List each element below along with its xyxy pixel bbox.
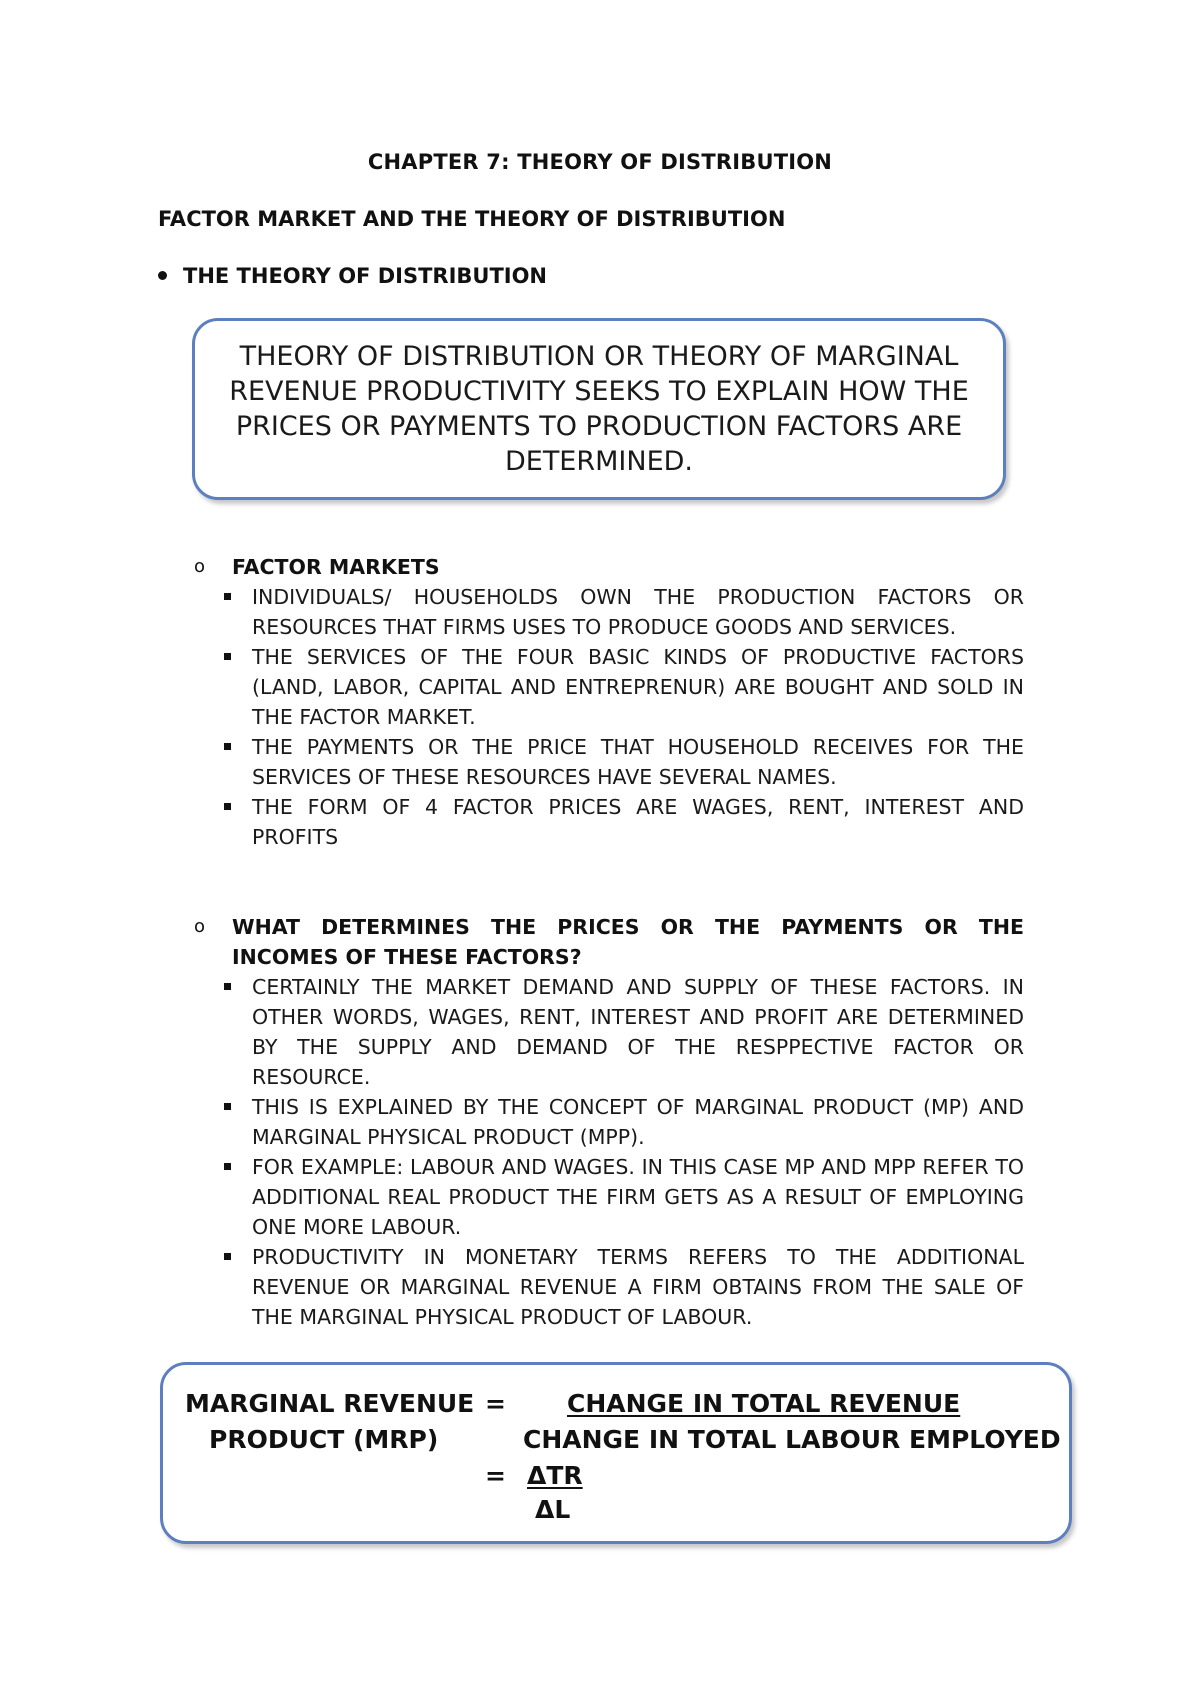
formula-lhs-line1: MARGINAL REVENUE bbox=[185, 1389, 475, 1418]
list-item: THE FORM OF 4 FACTOR PRICES ARE WAGES, RENT, INTEREST AND PROFITS bbox=[220, 792, 1024, 852]
list-item: THIS IS EXPLAINED BY THE CONCEPT OF MARGINAL PRODUCT (MP) AND MARGINAL PHYSICAL PRODUCT (MPP). bbox=[220, 1092, 1024, 1152]
bullet-dot-icon bbox=[158, 271, 167, 280]
factor-markets-section bbox=[194, 552, 1024, 852]
list-item: PRODUCTIVITY IN MONETARY TERMS REFERS TO THE ADDITIONAL REVENUE OR MARGINAL REVENUE A FIRM OBTAINS FROM THE SALE OF THE MARGINAL PHYSICAL PRODUCT OF LABOUR. bbox=[220, 1242, 1024, 1332]
determinants-heading: WHAT DETERMINES THE PRICES OR THE PAYMENTS OR THE INCOMES OF THESE FACTORS? bbox=[232, 915, 1024, 969]
formula-lhs-line2: PRODUCT (MRP) bbox=[209, 1425, 439, 1454]
formula-equals-1: = bbox=[485, 1389, 506, 1418]
determinants-list bbox=[194, 972, 1024, 1332]
circle-marker-icon: o bbox=[194, 556, 206, 577]
bullet-heading-row bbox=[158, 264, 547, 288]
formula-equals-2: = bbox=[485, 1461, 506, 1490]
list-item: THE SERVICES OF THE FOUR BASIC KINDS OF PRODUCTIVE FACTORS (LAND, LABOR, CAPITAL AND ENTREPRENUR) ARE BOUGHT AND SOLD IN THE FACTOR MARKET. bbox=[220, 642, 1024, 732]
factor-markets-heading: FACTOR MARKETS bbox=[232, 555, 440, 579]
circle-marker-icon: o bbox=[194, 916, 206, 937]
formula-denominator: CHANGE IN TOTAL LABOUR EMPLOYED bbox=[523, 1425, 1061, 1454]
list-item: THE PAYMENTS OR THE PRICE THAT HOUSEHOLD RECEIVES FOR THE SERVICES OF THESE RESOURCES HAVE SEVERAL NAMES. bbox=[220, 732, 1024, 792]
factor-markets-list bbox=[194, 582, 1024, 852]
chapter-title: CHAPTER 7: THEORY OF DISTRIBUTION bbox=[367, 150, 833, 174]
bullet-heading: THE THEORY OF DISTRIBUTION bbox=[183, 264, 548, 288]
definition-callout-box bbox=[192, 318, 1006, 500]
list-item: FOR EXAMPLE: LABOUR AND WAGES. IN THIS CASE MP AND MPP REFER TO ADDITIONAL REAL PRODUCT THE FIRM GETS AS A RESULT OF EMPLOYING ONE MORE LABOUR. bbox=[220, 1152, 1024, 1242]
formula-numerator: CHANGE IN TOTAL REVENUE bbox=[567, 1389, 961, 1418]
section-heading: FACTOR MARKET AND THE THEORY OF DISTRIBUTION bbox=[158, 207, 786, 231]
determinants-section bbox=[194, 912, 1024, 1332]
factor-markets-heading-row bbox=[194, 552, 1024, 582]
mrp-formula-box bbox=[160, 1362, 1072, 1544]
determinants-heading-row bbox=[194, 912, 1024, 972]
formula-symbol-numerator: ΔTR bbox=[527, 1461, 583, 1490]
formula-symbol-denominator: ΔL bbox=[535, 1495, 571, 1524]
list-item: INDIVIDUALS/ HOUSEHOLDS OWN THE PRODUCTION FACTORS OR RESOURCES THAT FIRMS USES TO PRODUCE GOODS AND SERVICES. bbox=[220, 582, 1024, 642]
definition-text: THEORY OF DISTRIBUTION OR THEORY OF MARGINAL REVENUE PRODUCTIVITY SEEKS TO EXPLAIN HOW THE PRICES OR PAYMENTS TO PRODUCTION FACTORS ARE DETERMINED. bbox=[229, 341, 969, 477]
list-item: CERTAINLY THE MARKET DEMAND AND SUPPLY OF THESE FACTORS. IN OTHER WORDS, WAGES, RENT, INTEREST AND PROFIT ARE DETERMINED BY THE SUPPLY AND DEMAND OF THE RESPPECTIVE FACTOR OR RESOURCE. bbox=[220, 972, 1024, 1092]
